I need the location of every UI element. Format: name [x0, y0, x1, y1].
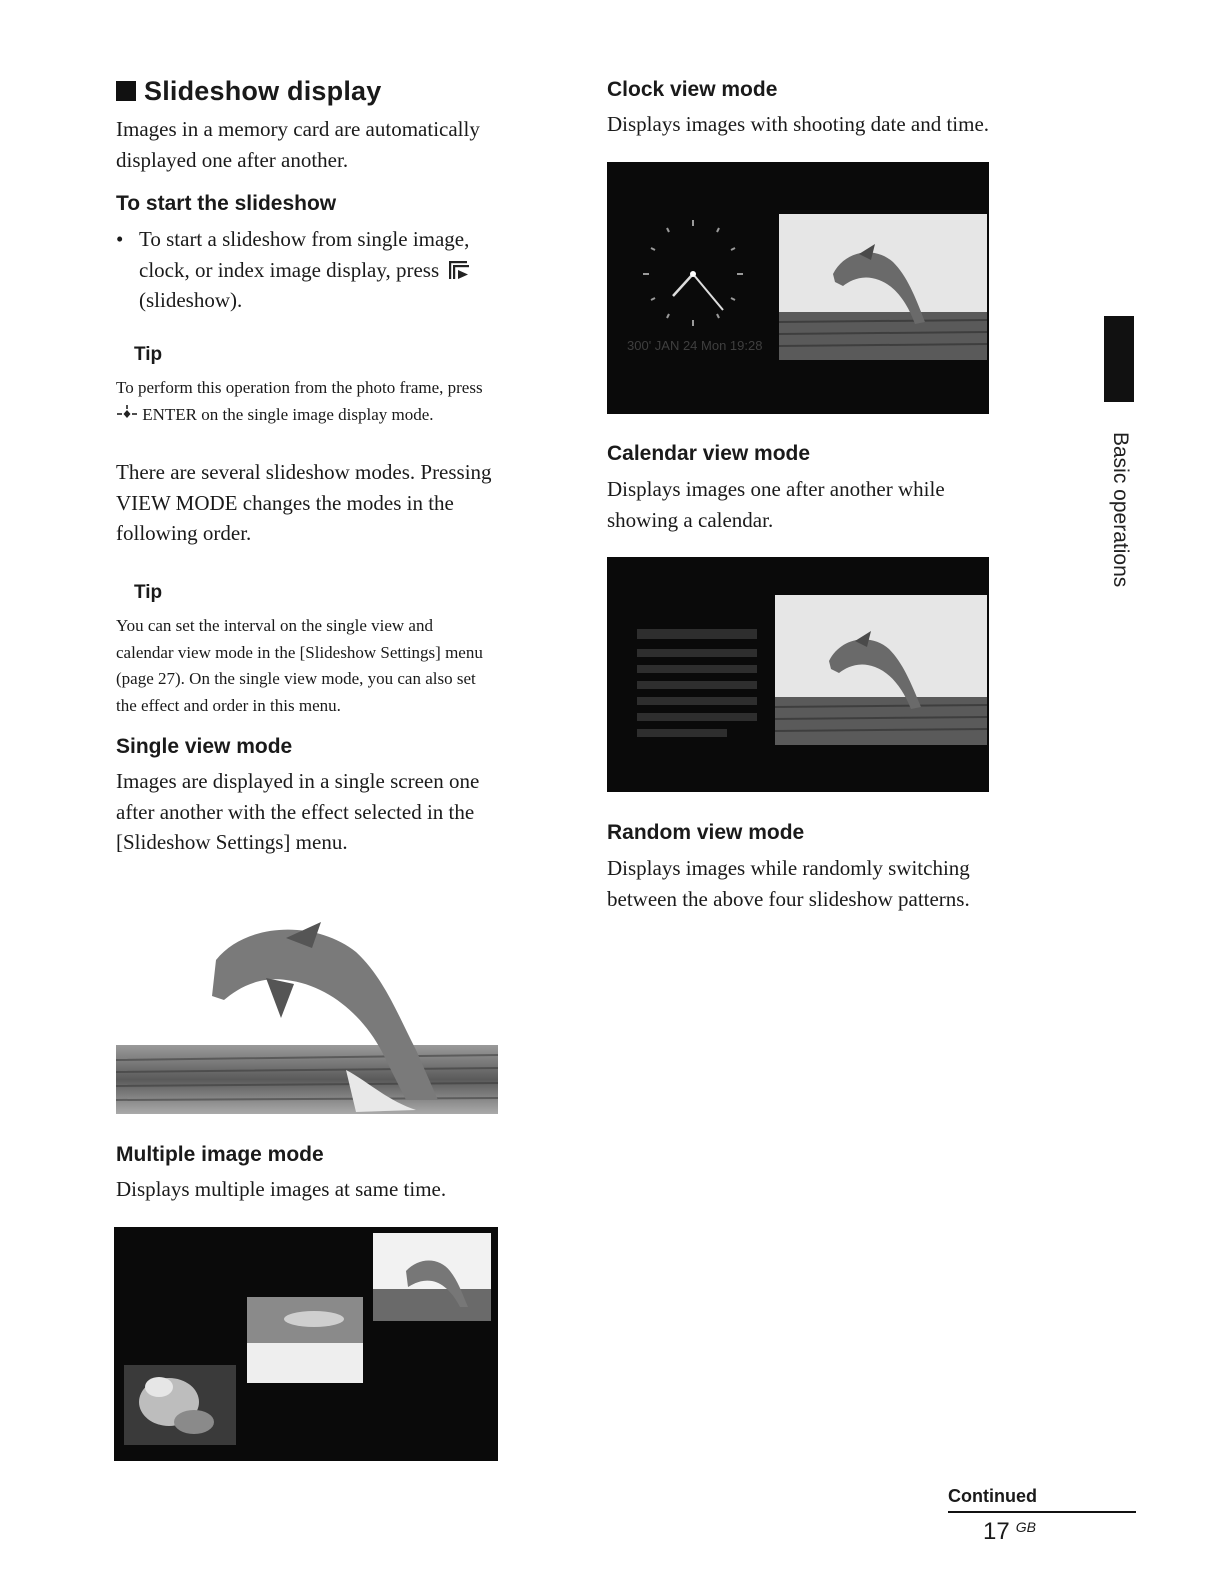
multiple-image-heading: Multiple image mode — [116, 1143, 324, 1166]
heading-square-marker — [116, 81, 136, 101]
tip-text: To perform this operation from the photo frame, press ENTER on the single image display mode. — [116, 378, 483, 424]
section-tab-marker — [1104, 316, 1134, 402]
single-view-image — [116, 900, 498, 1114]
footer-rule — [948, 1511, 1136, 1513]
tip-label: Tip — [134, 582, 163, 603]
tip-label: Tip — [134, 344, 163, 365]
joystick-enter-icon — [116, 405, 138, 423]
random-view-heading: Random view mode — [607, 821, 805, 844]
bullet-marker: • — [116, 227, 124, 251]
intro-paragraph: Images in a memory card are automatically displayed one after another. — [116, 117, 480, 172]
clock-view-screenshot — [607, 162, 989, 414]
section-tab — [1098, 432, 1138, 622]
modes-paragraph: There are several slideshow modes. Pressing VIEW MODE changes the modes in the following order. — [116, 460, 492, 545]
calendar-view-screenshot — [607, 557, 989, 792]
page-heading: Slideshow display — [116, 76, 381, 107]
continued-label: Continued — [948, 1486, 1037, 1506]
calendar-view-heading: Calendar view mode — [607, 442, 811, 465]
start-slideshow-heading: To start the slideshow — [116, 192, 337, 215]
section-tab-label: Basic operations — [1109, 432, 1132, 588]
single-view-description: Images are displayed in a single screen one after another with the effect selected in the [Slideshow Settings] menu. — [116, 769, 480, 854]
clock-view-heading: Clock view mode — [607, 78, 778, 101]
calendar-view-description: Displays images one after another while showing a calendar. — [607, 477, 945, 532]
multiple-image-description: Displays multiple images at same time. — [116, 1177, 447, 1201]
start-slideshow-bullet: • To start a slideshow from single image, clock, or index image display, press (slideshow). — [116, 224, 471, 316]
tip-text: You can set the interval on the single view and calendar view mode in the [Slideshow Settings] menu (page 27). On the single view mode, you can also set the effect and order in this menu. — [116, 616, 483, 715]
page-number: 17 $^{GB}$ — [983, 1518, 1036, 1545]
random-view-description: Displays images while randomly switching between the above four slideshow patterns. — [607, 856, 970, 911]
single-view-heading: Single view mode — [116, 735, 293, 758]
clock-view-description: Displays images with shooting date and time. — [607, 112, 990, 136]
slideshow-icon — [447, 259, 471, 281]
multiple-image-screenshot — [114, 1227, 498, 1461]
clock-date-text: 300' JAN 24 Mon 19:28 — [627, 338, 763, 353]
